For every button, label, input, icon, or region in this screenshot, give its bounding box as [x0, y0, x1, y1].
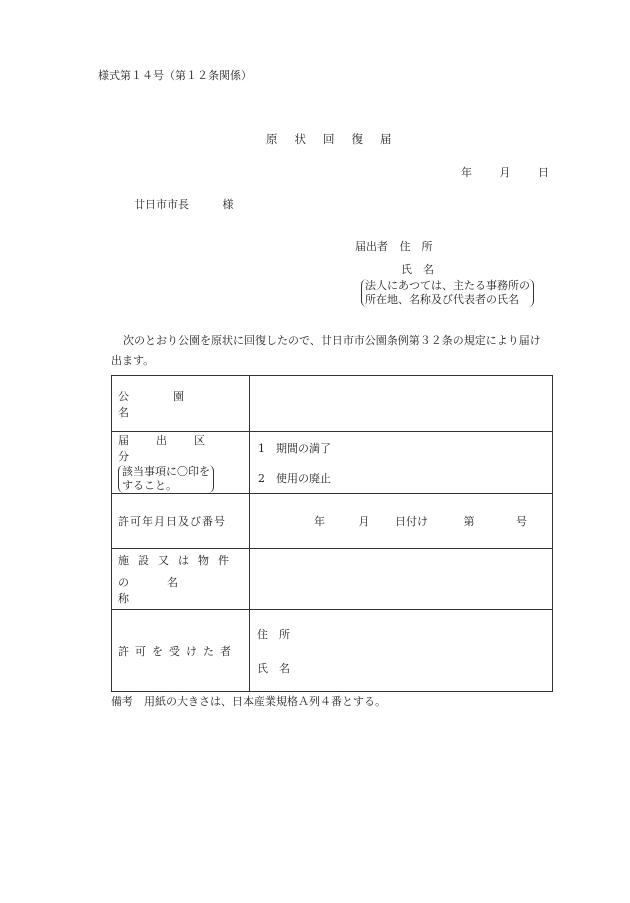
- notification-type-label: 届出区分: [118, 434, 232, 463]
- row-notification-type: [112, 432, 553, 494]
- park-name-value[interactable]: [250, 376, 553, 432]
- form-table: [111, 375, 553, 692]
- permittee-name-label[interactable]: 氏 名: [257, 661, 290, 675]
- park-name-label-cell: [112, 376, 250, 432]
- notification-type-note-line2: すること。: [122, 479, 177, 492]
- notifier-address-label: 住 所: [399, 240, 433, 253]
- permit-go: 号: [516, 515, 527, 528]
- permit-label: 許可年月日及び番号: [112, 494, 250, 549]
- notification-type-note-line1: 該当事項に〇印を: [122, 465, 210, 478]
- option-expiry[interactable]: 1 期間の満了: [258, 441, 331, 455]
- footer-note: 備考 用紙の大きさは、日本産業規格Ａ列４番とする。: [111, 695, 386, 708]
- notification-type-options: [250, 432, 553, 494]
- permit-year: 年: [314, 515, 325, 528]
- corp-note-line1: 法人にあつては、主たる事務所の: [365, 279, 530, 292]
- park-name-label: [118, 388, 243, 420]
- permittee-label: 許可を受けた者: [112, 610, 250, 692]
- date-line: [461, 164, 549, 180]
- addressee-name: 廿日市市長: [134, 198, 189, 211]
- addressee-honorific: 様: [222, 198, 234, 211]
- permit-value: [250, 494, 553, 549]
- permit-dai: 第: [463, 515, 475, 528]
- date-month: 月: [499, 166, 511, 179]
- facility-value[interactable]: [250, 549, 553, 610]
- notifier-name-label: 氏 名: [401, 263, 434, 276]
- date-day: 日: [538, 166, 549, 179]
- permit-dated: 日付け: [395, 515, 428, 528]
- facility-label-line2: の名称: [118, 576, 216, 605]
- permittee-value: [250, 610, 553, 692]
- row-park-name: [112, 376, 553, 432]
- corp-note: [361, 279, 534, 307]
- facility-label-cell: [112, 549, 250, 610]
- document-title: 原状回復届: [266, 132, 409, 146]
- notifier-label: 届出者: [355, 240, 388, 253]
- facility-label-line1: 施設又は物件: [118, 554, 238, 567]
- row-facility: [112, 549, 553, 610]
- corp-note-line2: 所在地、名称及び代表者の氏名: [365, 293, 519, 306]
- form-number: 様式第１４号（第１２条関係）: [98, 69, 252, 82]
- permittee-address-label[interactable]: 住 所: [257, 627, 290, 641]
- park-name-label-text: 公園名: [118, 389, 228, 419]
- notification-type-label-cell: [112, 432, 250, 494]
- notifier-address-row: [355, 238, 433, 254]
- addressee: [134, 196, 234, 212]
- body-text-line1: 次のとおり公園を原状に回復したので、廿日市市公園条例第３２条の規定により届け: [123, 334, 541, 347]
- row-permittee: [112, 610, 553, 692]
- permit-month: 月: [358, 515, 370, 528]
- date-year: 年: [461, 166, 472, 179]
- option-abolition[interactable]: 2 使用の廃止: [258, 471, 331, 485]
- row-permit: [112, 494, 553, 549]
- body-text-line2: 出ます。: [111, 354, 155, 367]
- notification-type-note: [118, 465, 214, 493]
